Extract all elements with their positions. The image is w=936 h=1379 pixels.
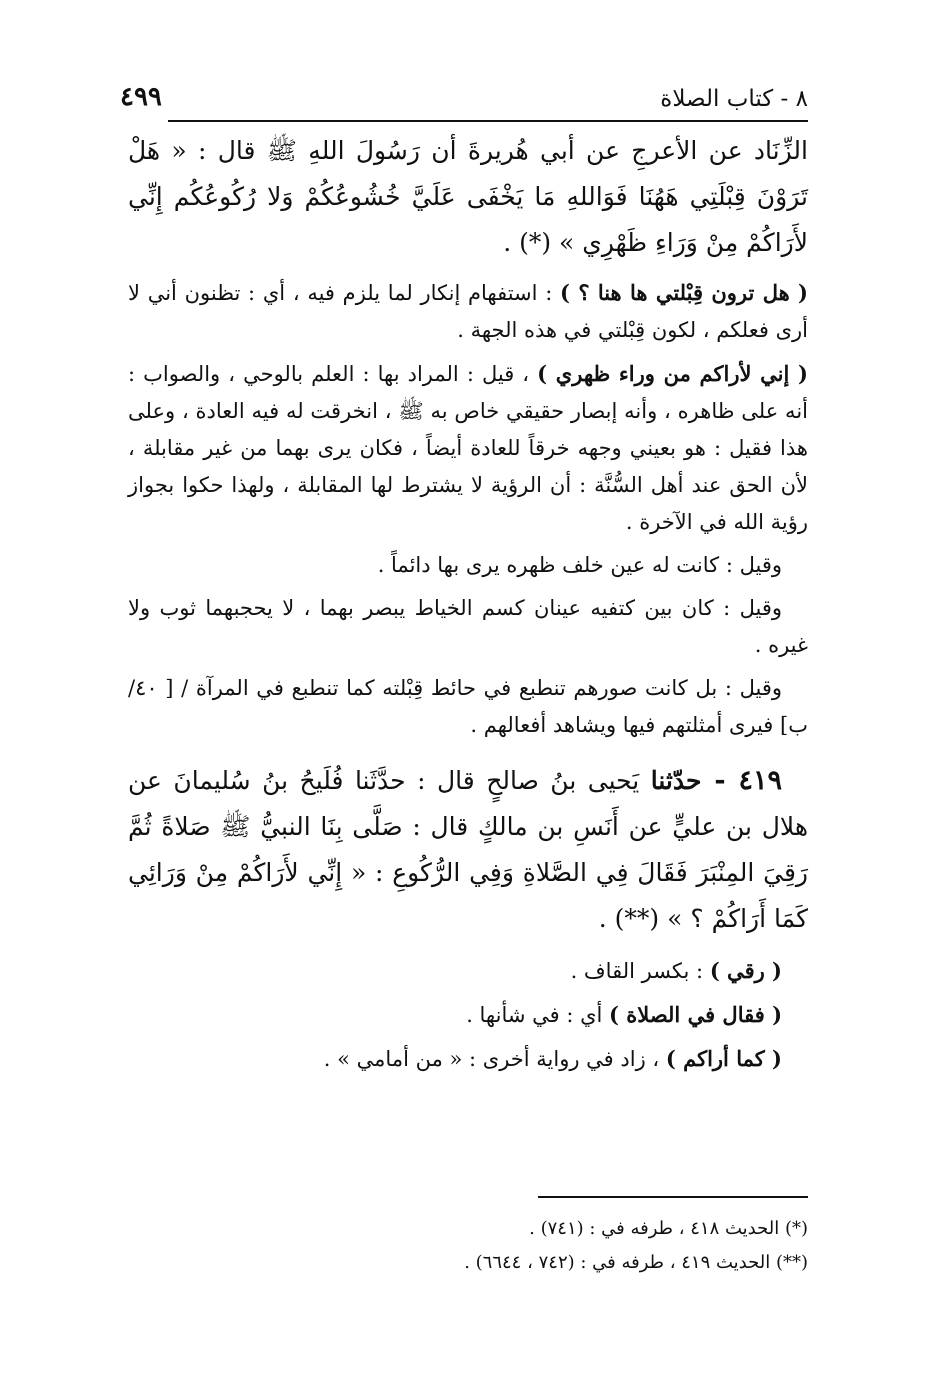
hadith-419-text [128, 758, 808, 942]
chapter-title: ٨ - كتاب الصلاة [660, 86, 808, 112]
commentary-paragraph [128, 996, 808, 1034]
commentary-paragraph [128, 590, 808, 664]
commentary-lemma: ( إني لأراكم من وراء ظهري ) [537, 361, 808, 386]
footnotes [128, 1196, 808, 1280]
commentary-text: أي : في شأنها . [466, 1003, 610, 1027]
page-header [120, 72, 808, 112]
commentary-text: : استفهام إنكار لما يلزم فيه ، أي : تظنون أني لا أرى فعلكم ، لكون قِبْلتي في هذه الجهة . [128, 281, 808, 342]
commentary-text: : بكسر القاف . [570, 959, 710, 983]
commentary-text: ، زاد في رواية أخرى : « من أمامي » . [323, 1047, 666, 1071]
commentary-text: وقيل : كان بين كتفيه عينان كسم الخياط يبصر بهما ، لا يحجبهما ثوب ولا غيره . [128, 596, 808, 657]
commentary-lemma: ( رقي ) [709, 958, 782, 983]
commentary-lemma: ( فقال في الصلاة ) [609, 1002, 782, 1027]
hadith-body: يَحيى بنُ صالحٍ قال : حدَّثَنا فُلَيحُ بنُ سُليمانَ عن هلال بن عليٍّ عن أَنَسِ بن مالكٍ قال : صَلَّى بِنَا النبيُّ ﷺ صَلاةً ثُمَّ رَقِيَ المِنْبَرَ فَقَالَ فِي الصَّلاةِ وَفِي الرُّكُوعِ : « إِنِّي لأَرَاكُمْ مِنْ وَرَائِي كَمَا أَرَاكُمْ ؟ » (**) . [128, 766, 808, 933]
footnote-rule [538, 1196, 808, 1198]
commentary-paragraph [128, 274, 808, 349]
header-rule [168, 120, 808, 122]
commentary-text: وقيل : كانت له عين خلف ظهره يرى بها دائماً . [377, 553, 782, 577]
commentary-paragraph [128, 670, 808, 744]
footnote: (**) الحديث ٤١٩ ، طرفه في : (٧٤٢ ، ٦٦٤٤) . [464, 1252, 808, 1273]
commentary-paragraph [128, 1040, 808, 1078]
commentary-lemma: ( كما أراكم ) [665, 1046, 782, 1071]
commentary-paragraph [128, 547, 808, 584]
commentary-lemma: ( هل ترون قِبْلتي ها هنا ؟ ) [560, 280, 808, 305]
commentary-paragraph [128, 355, 808, 541]
hadith-lead: حدّثنا [650, 766, 702, 795]
hadith-419 [128, 758, 808, 942]
hadith-number: ٤١٩ - [701, 765, 782, 796]
page-number: ٤٩٩ [120, 82, 162, 112]
commentary-text: ، قيل : المراد بها : العلم بالوحي ، والصواب : أنه على ظاهره ، وأنه إبصار حقيقي خاص به ﷺ ، انخرقت له فيه العادة ، وعلى هذا فقيل : هو بعيني وجهه خرقاً للعادة أيضاً ، فكان يرى بهما من غير مقابلة ، لأن الحق عند أهل السُّنَّة : أن الرؤية لا يشترط لها المقابلة ، ولهذا حكوا بجواز رؤية الله في الآخرة . [128, 362, 808, 534]
hadith-418-text: الزِّنَاد عن الأعرجِ عن أبي هُريرةَ أن رَسُولَ اللهِ ﷺ قال : « هَلْ تَرَوْنَ قِبْلَتِي هَهُنَا فَوَاللهِ مَا يَخْفَى عَلَيَّ خُشُوعُكُمْ وَلا رُكُوعُكُم إِنِّي لأَرَاكُمْ مِنْ وَرَاءِ ظَهْرِي » (*) . [128, 136, 808, 257]
footnote: (*) الحديث ٤١٨ ، طرفه في : (٧٤١) . [529, 1218, 808, 1239]
commentary-paragraph [128, 952, 808, 990]
commentary-text: وقيل : بل كانت صورهم تنطبع في حائط قِبْلته كما تنطبع في المرآة / [ ٤٠/ب] فيرى أمثلتهم فيها ويشاهد أفعالهم . [128, 676, 808, 737]
page-body [128, 128, 808, 1084]
